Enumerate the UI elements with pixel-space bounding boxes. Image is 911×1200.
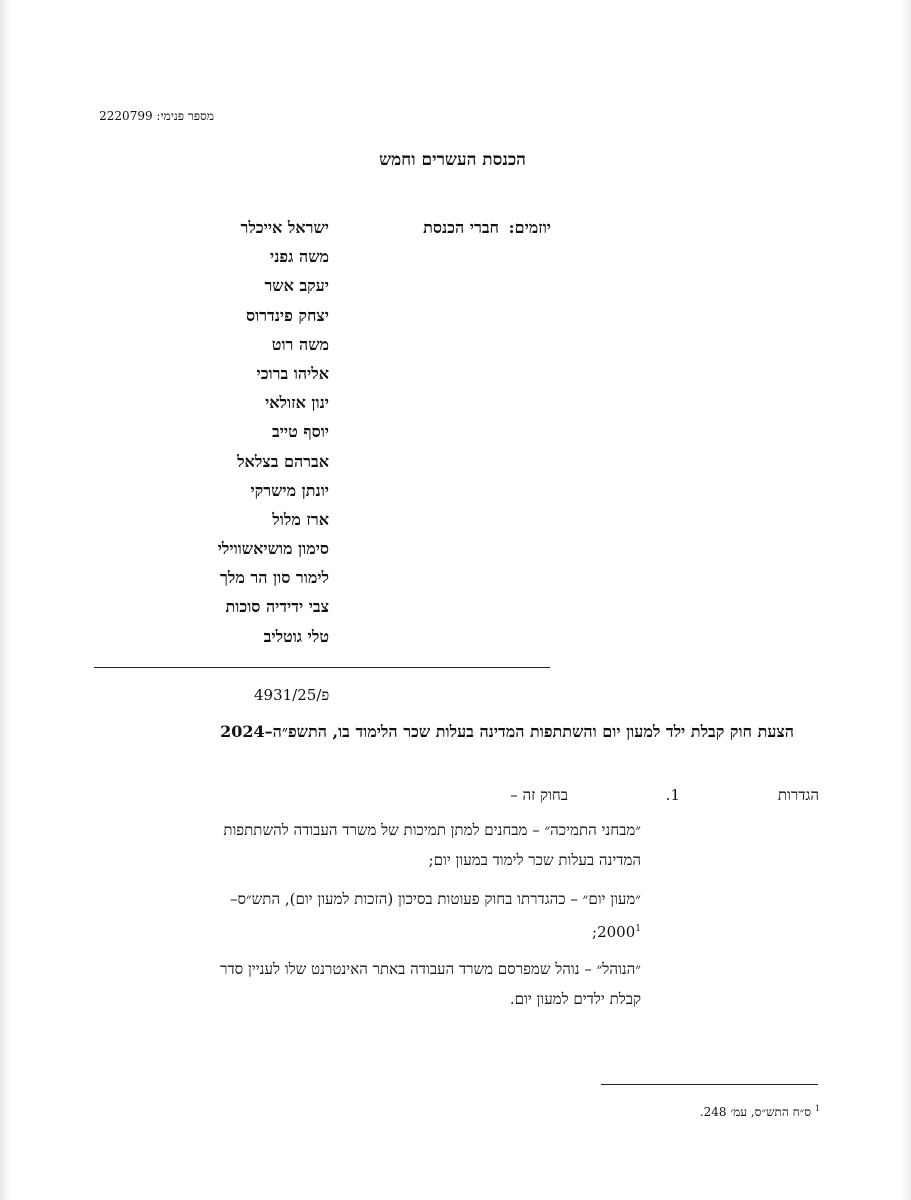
members-group-label: חברי הכנסת bbox=[423, 218, 499, 237]
definition-line bbox=[81, 914, 641, 947]
initiator-name: משה גפני bbox=[270, 247, 329, 267]
section-margin-title: הגדרות bbox=[777, 786, 819, 804]
page-edge-shadow-left bbox=[0, 0, 10, 1200]
section-divider bbox=[94, 667, 550, 668]
initiator-name: אליהו ברוכי bbox=[256, 363, 329, 383]
definition-line: ״מבחני התמיכה״ – מבחנים למתן תמיכות של משרד העבודה להשתתפות bbox=[223, 821, 641, 839]
initiator-name: יוסף טייב bbox=[271, 422, 329, 442]
initiator-name: יעקב אשר bbox=[264, 276, 329, 296]
footnote-reference: 1 bbox=[635, 924, 641, 934]
footnote-text: ס״ח התש״ס, עמ׳ 248. bbox=[699, 1105, 812, 1119]
definition-line: קבלת ילדים למעון יום. bbox=[509, 990, 641, 1008]
section-lead-text: בחוק זה – bbox=[510, 786, 568, 804]
definition-day-care bbox=[81, 884, 641, 947]
definition-line: המדינה בעלות שכר לימוד במעון יום; bbox=[428, 851, 641, 869]
definition-punctuation: ; bbox=[592, 923, 598, 941]
initiator-name: אברהם בצלאל bbox=[237, 451, 329, 471]
definition-procedure bbox=[81, 954, 641, 1014]
footnote bbox=[700, 1104, 820, 1120]
footnote-mark: 1 bbox=[814, 1104, 820, 1113]
initiator-name: טלי גוטליב bbox=[263, 626, 329, 646]
definition-support-tests bbox=[81, 815, 641, 875]
page-edge-shadow-right bbox=[901, 0, 911, 1200]
section-number: 1. bbox=[665, 786, 680, 804]
initiators-label: יוזמים: bbox=[508, 218, 551, 237]
definition-year: 2000 bbox=[597, 923, 636, 941]
bill-number: פ/4931/25 bbox=[254, 686, 330, 704]
footnote-divider bbox=[601, 1084, 818, 1085]
initiator-name: צבי ידידיה סוכות bbox=[225, 597, 329, 617]
initiator-name: משה רוט bbox=[271, 334, 329, 354]
initiators-list bbox=[218, 217, 329, 655]
initiator-name: ארז מלול bbox=[272, 509, 329, 529]
bill-title: הצעת חוק קבלת ילד למעון יום והשתתפות המדינה בעלות שכר הלימוד בו, התשפ״ה–2024 bbox=[220, 722, 794, 741]
initiator-name: יונתן מישרקי bbox=[250, 480, 329, 500]
internal-number: מספר פנימי: 2220799 bbox=[99, 109, 214, 123]
knesset-title bbox=[0, 150, 911, 170]
initiator-name: סימון מושיאשווילי bbox=[217, 539, 329, 559]
initiator-name: ינון אזולאי bbox=[265, 393, 329, 413]
initiator-name: ישראל אייכלר bbox=[240, 218, 329, 237]
initiator-name: יצחק פינדרוס bbox=[245, 305, 329, 325]
definition-line: ״הנוהל״ – נוהל שמפרסם משרד העבודה באתר האינטרנט שלו לעניין סדר bbox=[220, 960, 641, 978]
initiator-name: לימור סון הר מלך bbox=[220, 568, 329, 588]
definition-line: ״מעון יום״ – כהגדרתו בחוק פעוטות בסיכון (הזכות למעון יום), התש״ס– bbox=[229, 890, 641, 908]
knesset-title-text: הכנסת העשרים וחמש bbox=[379, 150, 526, 170]
